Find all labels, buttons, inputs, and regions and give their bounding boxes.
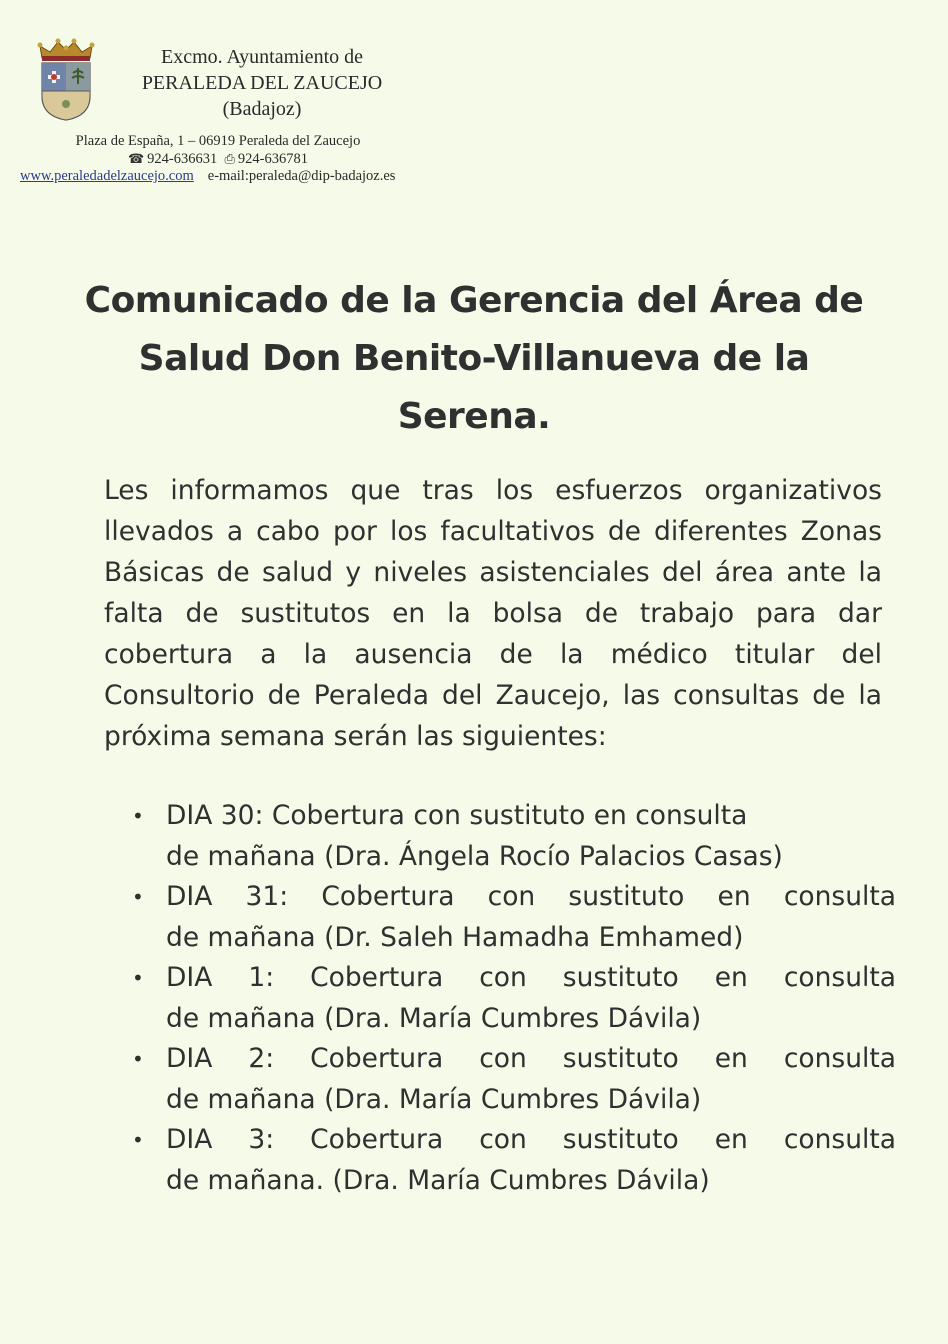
item-line-2: de mañana. (Dra. María Cumbres Dávila) (166, 1164, 710, 1196)
org-line-1: Excmo. Ayuntamiento de (160, 46, 363, 68)
address: Plaza de España, 1 – 06919 Peraleda del Zaucejo (75, 133, 361, 149)
list-item (104, 877, 896, 958)
phone-fax-line (20, 150, 416, 168)
item-line-1: DIA 1: Cobertura con sustituto en consulta (166, 962, 896, 993)
website-link[interactable]: www.peraledadelzaucejo.com (20, 168, 194, 184)
list-item (104, 796, 896, 877)
fax-icon: ⎙ (224, 151, 235, 166)
item-line-1: DIA 3: Cobertura con sustituto en consulta (166, 1124, 896, 1155)
list-item (104, 1039, 896, 1120)
letterhead (0, 0, 460, 200)
web-email-line (20, 168, 440, 185)
schedule-list (104, 796, 896, 1201)
list-item (104, 958, 896, 1039)
org-line-3: (Badajoz) (222, 98, 302, 120)
document-title: Comunicado de la Gerencia del Área de Salud Don Benito-Villanueva de la Serena. (84, 280, 864, 437)
fax-number: 924-636781 (237, 151, 309, 167)
item-line-2: de mañana (Dra. Ángela Rocío Palacios Casas) (166, 840, 783, 872)
item-line-1: DIA 30: Cobertura con sustituto en consulta (166, 800, 748, 831)
item-line-1: DIA 2: Cobertura con sustituto en consulta (166, 1043, 896, 1074)
org-line-2: PERALEDA DEL ZAUCEJO (141, 72, 383, 94)
email-address: e-mail:peraleda@dip-badajoz.es (207, 168, 396, 184)
item-line-1: DIA 31: Cobertura con sustituto en consulta (166, 881, 896, 912)
bullet-icon: • (132, 1128, 144, 1152)
body-paragraph: Les informamos que tras los esfuerzos organizativos llevados a cabo por los facultativos de diferentes Zonas Básicas de salud y niveles asistenciales del área ante la falta de sustitutos en la bolsa de trabajo para dar cobertura a la ausencia de la médico titular del Consultorio de Peraleda del Zaucejo, las consultas de la próxima semana serán las siguientes: (104, 475, 882, 752)
item-line-2: de mañana (Dr. Saleh Hamadha Emhamed) (166, 921, 744, 953)
coat-of-arms-icon (36, 36, 96, 122)
bullet-icon: • (132, 804, 144, 828)
bullet-icon: • (132, 885, 144, 909)
item-line-2: de mañana (Dra. María Cumbres Dávila) (166, 1083, 702, 1115)
phone-number: 924-636631 (147, 151, 218, 167)
bullet-icon: • (132, 966, 144, 990)
organization-name (112, 44, 412, 122)
telephone-icon: ☎ (127, 151, 145, 166)
list-item (104, 1120, 896, 1201)
contact-info (20, 133, 440, 185)
item-line-2: de mañana (Dra. María Cumbres Dávila) (166, 1002, 702, 1034)
bullet-icon: • (132, 1047, 144, 1071)
